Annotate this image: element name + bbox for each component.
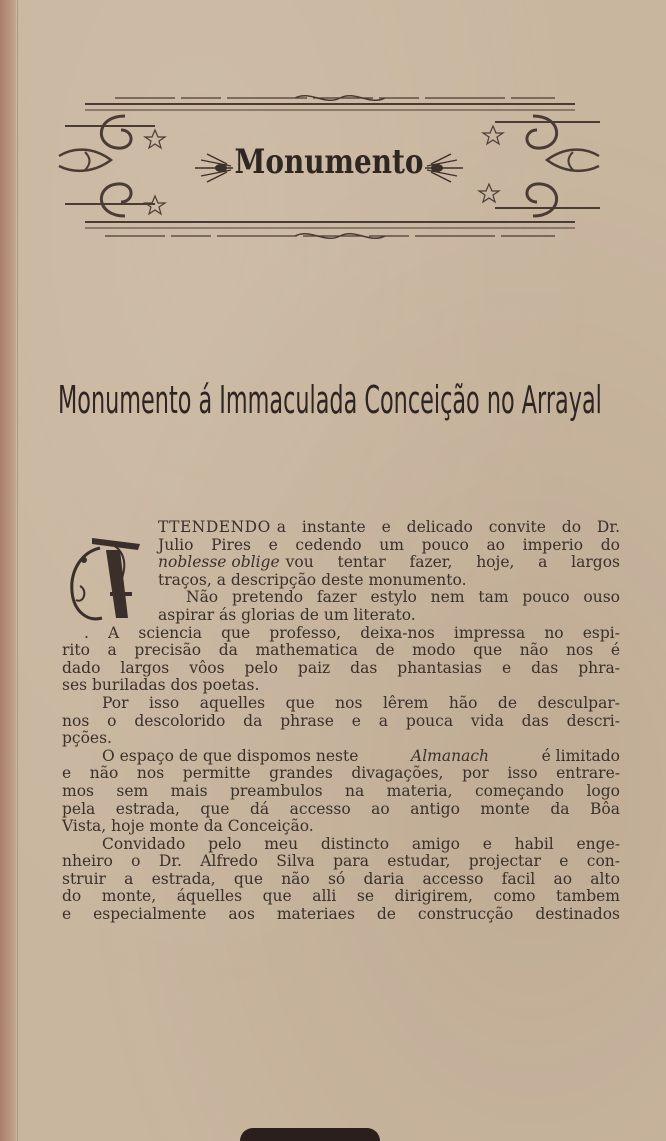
text-line: nos o descolorido da phrase e a pouca vida das descri- — [62, 711, 620, 730]
text-line: . A sciencia que professo, deixa-nos impressa no espi- — [84, 623, 620, 642]
text-line: pela estrada, que dá accesso ao antigo monte da Bôa — [62, 799, 620, 818]
page-spine-edge — [0, 0, 16, 1141]
text-line: Julio Pires e cedendo um pouco ao imperio do — [158, 535, 620, 554]
text-line: e não nos permitte grandes divagações, por isso entrare- — [62, 764, 620, 783]
text-line: traços, a descripção deste monumento. — [158, 570, 467, 589]
text-line: é limitado — [541, 746, 620, 765]
page-heading: Monumento á Immaculada Conceição no Arrayal — [58, 378, 602, 422]
text-line: pções. — [62, 729, 112, 748]
text-line: Por isso aquelles que nos lêrem hão de desculpar- — [102, 693, 620, 712]
text-line: Não pretendo fazer estylo nem tam pouco ouso — [186, 588, 620, 607]
first-word: TTENDENDO — [158, 518, 271, 536]
almanach-italic: Almanach — [411, 746, 489, 765]
text-line: dado largos vôos pelo paiz das phantasias e das phra- — [62, 658, 620, 677]
text-line: nheiro o Dr. Alfredo Silva para estudar, projectar e con- — [62, 852, 620, 871]
text-line: O espaço de que dispomos neste — [102, 746, 359, 765]
text-line: Convidado pelo meu distincto amigo e habil enge- — [102, 834, 620, 853]
page-bottom-shadow — [240, 1128, 380, 1141]
header-title: Monumento — [234, 142, 424, 182]
text-line: rito a precisão da mathematica de modo que não nos é — [62, 641, 620, 660]
page-heading-wrap — [58, 378, 618, 438]
text-line: e especialmente aos materiaes de construcção destinados — [62, 905, 620, 924]
text-line: TTENDENDO a instante e delicado convite do Dr. — [158, 518, 620, 536]
spine-fold-line — [17, 0, 18, 1141]
text-line: aspirar ás glorias de um literato. — [158, 605, 416, 624]
text-line: ses buriladas dos poetas. — [62, 676, 260, 695]
text-line: vou tentar fazer, hoje, a largos — [285, 553, 620, 572]
text-line: do monte, áquelles que alli se dirigirem, como tambem — [62, 887, 620, 906]
text-line: Vista, hoje monte da Conceição. — [62, 817, 314, 836]
text-line: struir a estrada, que não só daria accesso facil ao alto — [62, 869, 620, 888]
text-line: mos sem mais preambulos na materia, começando logo — [62, 781, 620, 800]
article-body — [62, 519, 620, 924]
ornamental-header — [55, 86, 603, 246]
italic-phrase: noblesse oblige — [158, 553, 280, 572]
